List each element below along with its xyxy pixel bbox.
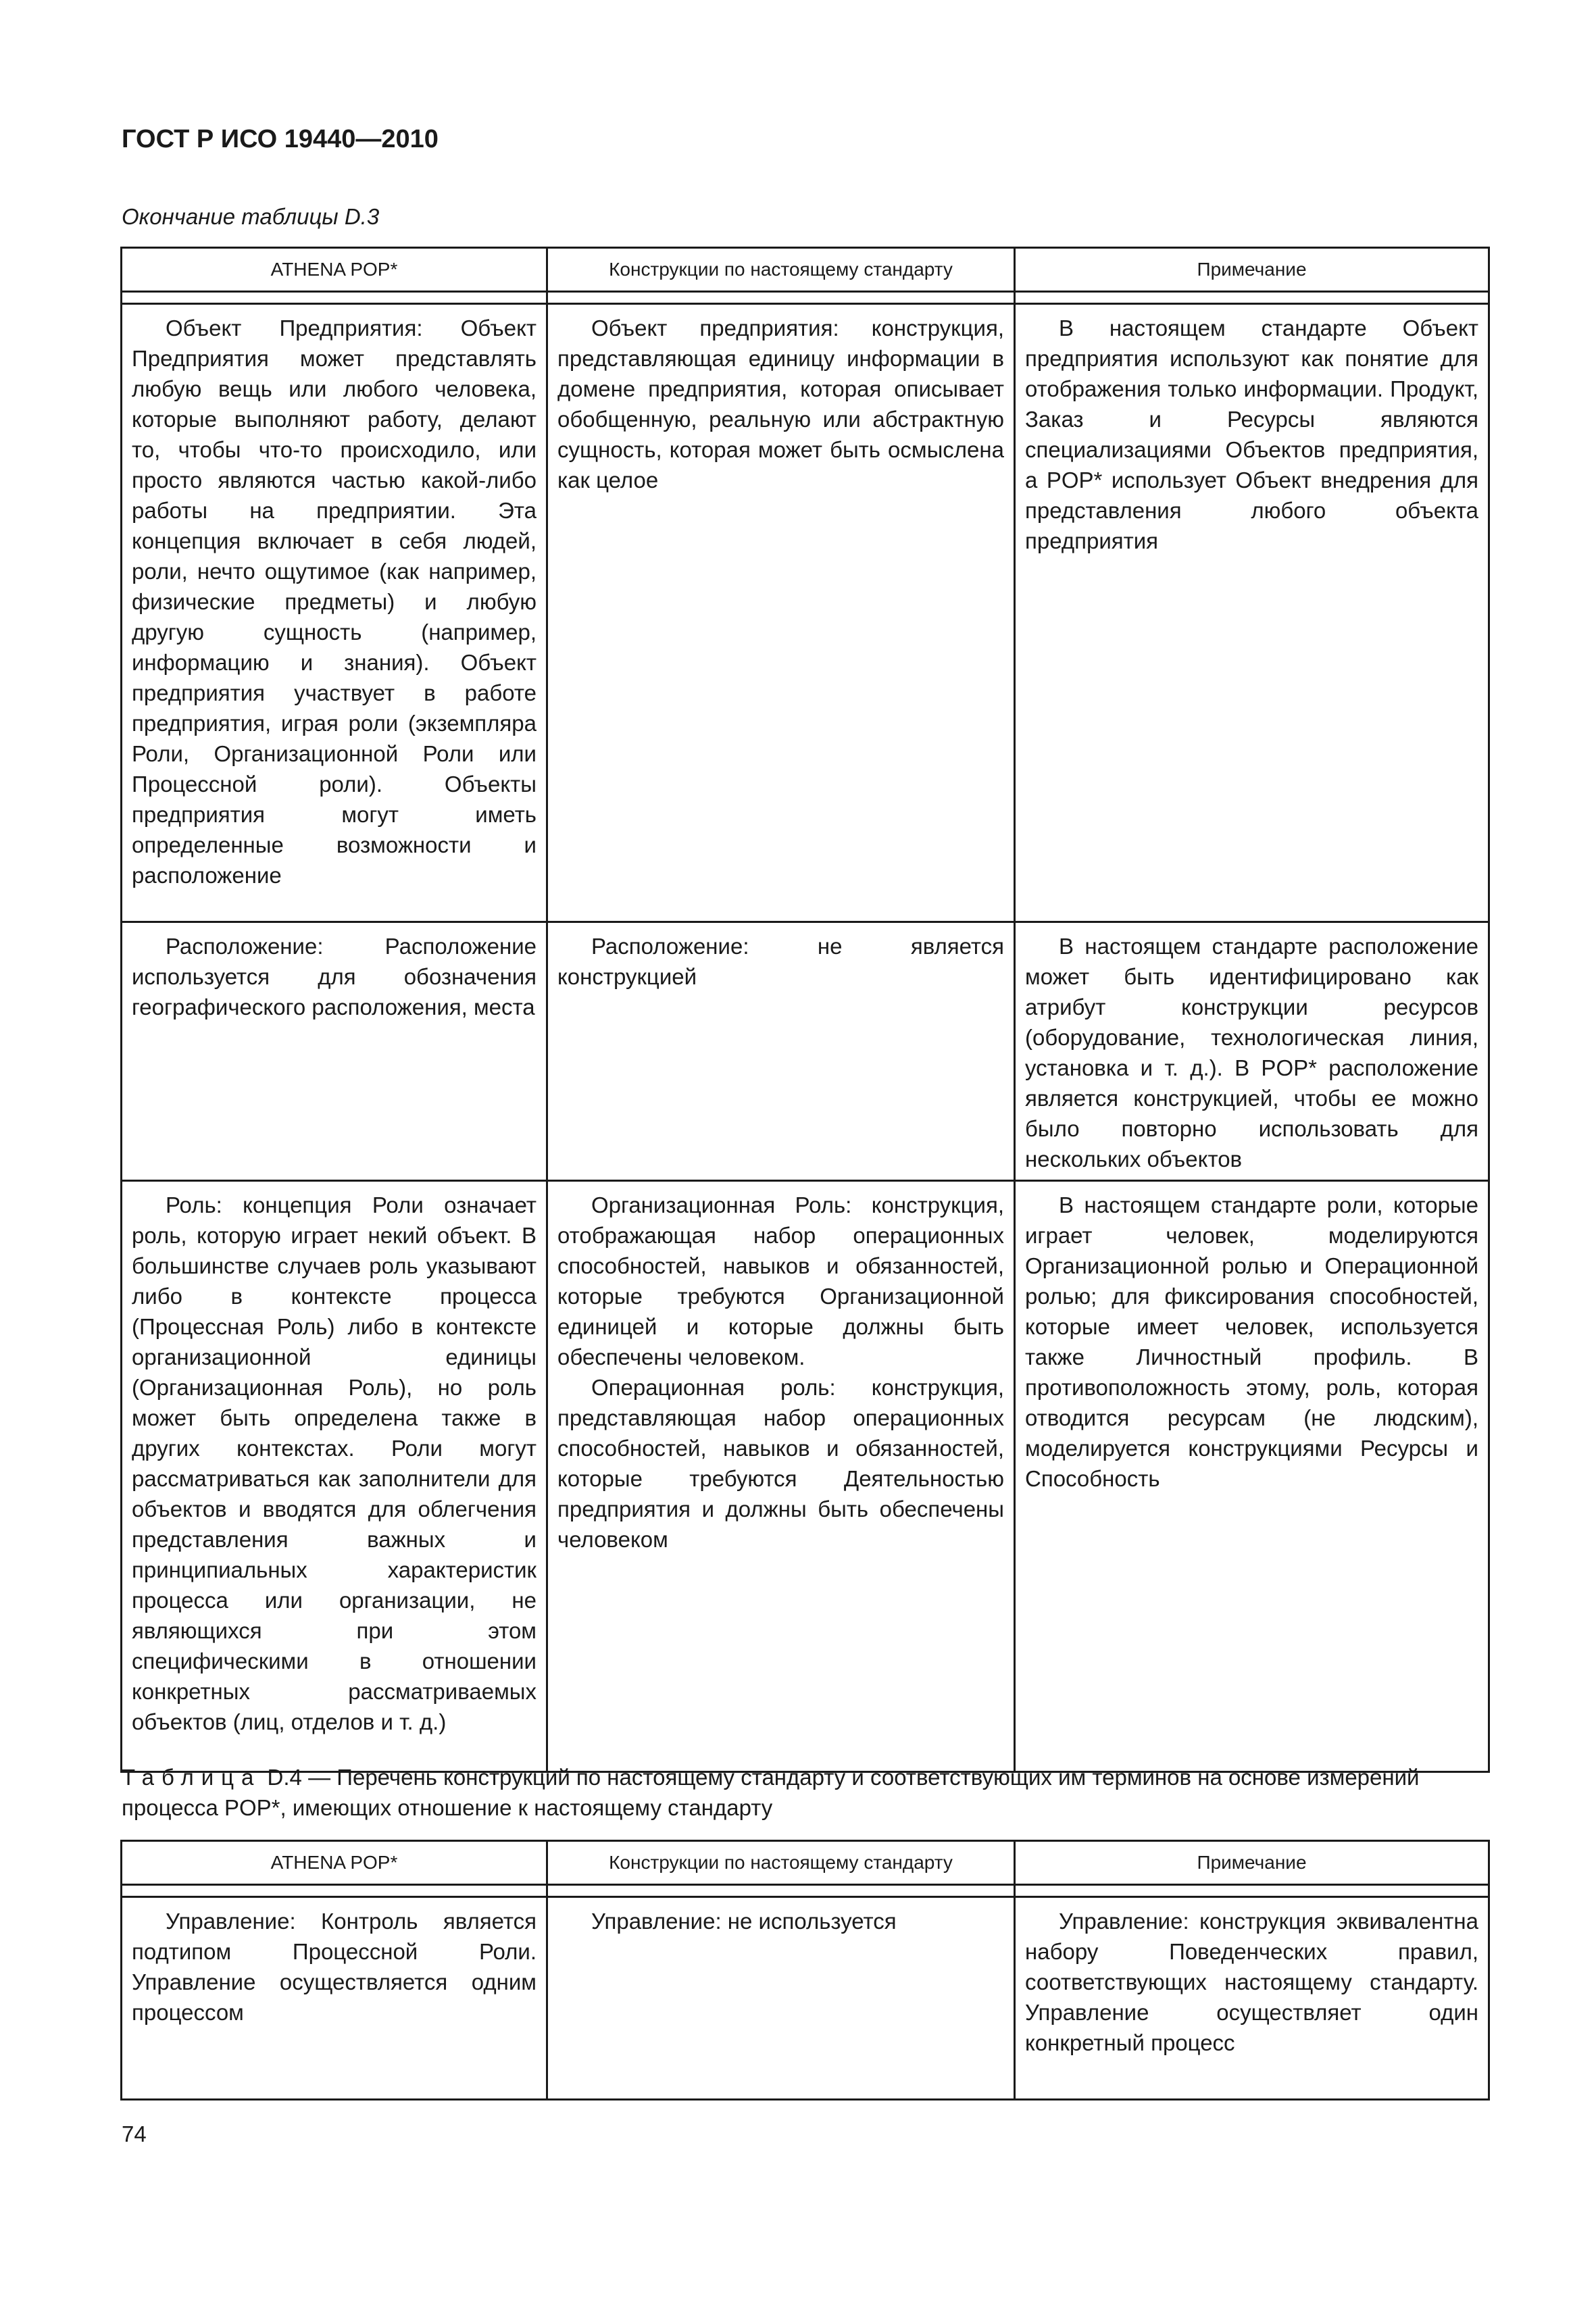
column-header-standard: Конструкции по настоящему стандарту — [547, 248, 1015, 292]
table-row — [122, 1181, 1489, 1772]
cell-note: В настоящем стандарте расположение может быть идентифицировано как атрибут конструкции ресурсов (оборудование, технологическая линия, установка и т. д.). В POP* расположение является конструкцией, чтобы ее можно было повторно использовать для нескольких объектов — [1015, 922, 1489, 1181]
cell-athena: Объект Предприятия: Объект Предприятия может представлять любую вещь или любого человека, которые выполняют работу, делают то, чтобы что-то происходило, или просто являются частью какой-либо работы на предприятии. Эта концепция включает в себя людей, роли, нечто ощутимое (как например, физические предметы) и любую другую сущность (например, информацию и знания). Объект предприятия участвует в работе предприятия, играя роли (экземпляра Роли, Организационной Роли или Процессной роли). Объекты предприятия могут иметь определенные возможности и расположение — [122, 304, 547, 922]
column-header-athena: ATHENA POP* — [122, 248, 547, 292]
page-number: 74 — [122, 2121, 147, 2146]
header-gap-row — [122, 292, 1489, 304]
column-header-athena: ATHENA POP* — [122, 1841, 547, 1885]
cell-note: Управление: конструкция эквивалентна набору Поведенческих правил, соответствующих настоящему стандарту. Управление осуществляет один конкретный процесс — [1015, 1897, 1489, 2100]
cell-standard: Расположение: не является конструкцией — [547, 922, 1015, 1181]
table-caption: Окончание таблицы D.3 — [122, 204, 380, 229]
cell-standard: Организационная Роль: конструкция, отображающая набор операционных способностей, навыков и обязанностей, которые требуются Организационной единицей и которые должны быть обеспечены человеком. Операционная роль: конструкция, представляющая набор операционных способностей, навыков и обязанностей, которые требуются Деятельностью предприятия и должны быть обеспечены человеком — [547, 1181, 1015, 1772]
column-header-note: Примечание — [1015, 248, 1489, 292]
table-row — [122, 304, 1489, 922]
cell-standard: Управление: не используется — [547, 1897, 1015, 2100]
table-d3-end — [120, 247, 1490, 1773]
table-header-row — [122, 1841, 1489, 1885]
table-row — [122, 922, 1489, 1181]
cell-note: В настоящем стандарте Объект предприятия используют как понятие для отображения только информации. Продукт, Заказ и Ресурсы являются специализациями Объектов предприятия, а POP* использует Объект внедрения для представления любого объекта предприятия — [1015, 304, 1489, 922]
column-header-note: Примечание — [1015, 1841, 1489, 1885]
cell-athena: Управление: Контроль является подтипом Процессной Роли. Управление осуществляется одним процессом — [122, 1897, 547, 2100]
document-header: ГОСТ Р ИСО 19440—2010 — [122, 125, 439, 153]
cell-athena: Роль: концепция Роли означает роль, которую играет некий объект. В большинстве случаев роль указывают либо в контексте процесса (Процессная Роль) либо в контексте организационной единицы (Организационная Роль), но роль может быть определена также в других контекстах. Роли могут рассматриваться как заполнители для объектов и вводятся для облегчения представления важных и принципиальных характеристик процесса или организации, не являющихся при этом специфическими в отношении конкретных рассматриваемых объектов (лиц, отделов и т. д.) — [122, 1181, 547, 1772]
table-row — [122, 1897, 1489, 2100]
column-header-standard: Конструкции по настоящему стандарту — [547, 1841, 1015, 1885]
table-d4 — [120, 1840, 1490, 2101]
table-d4-title: Таблица D.4 — Перечень конструкций по настоящему стандарту и соответствующих им терминов на основе измерений процесса POP*, имеющих отношение к настоящему стандарту — [122, 1765, 1420, 1820]
cell-athena: Расположение: Расположение используется для обозначения географического расположения, места — [122, 922, 547, 1181]
table-header-row — [122, 248, 1489, 292]
header-gap-row — [122, 1885, 1489, 1897]
cell-standard: Объект предприятия: конструкция, представляющая единицу информации в домене предприятия, которая описывает обобщенную, реальную или абстрактную сущность, которая может быть осмыслена как целое — [547, 304, 1015, 922]
cell-note: В настоящем стандарте роли, которые играет человек, моделируются Организационной ролью и Операционной ролью; для фиксирования способностей, которые имеет человек, используется также Личностный профиль. В противоположность этому, роль, которая отводится ресурсам (не людским), моделируется конструкциями Ресурсы и Способность — [1015, 1181, 1489, 1772]
